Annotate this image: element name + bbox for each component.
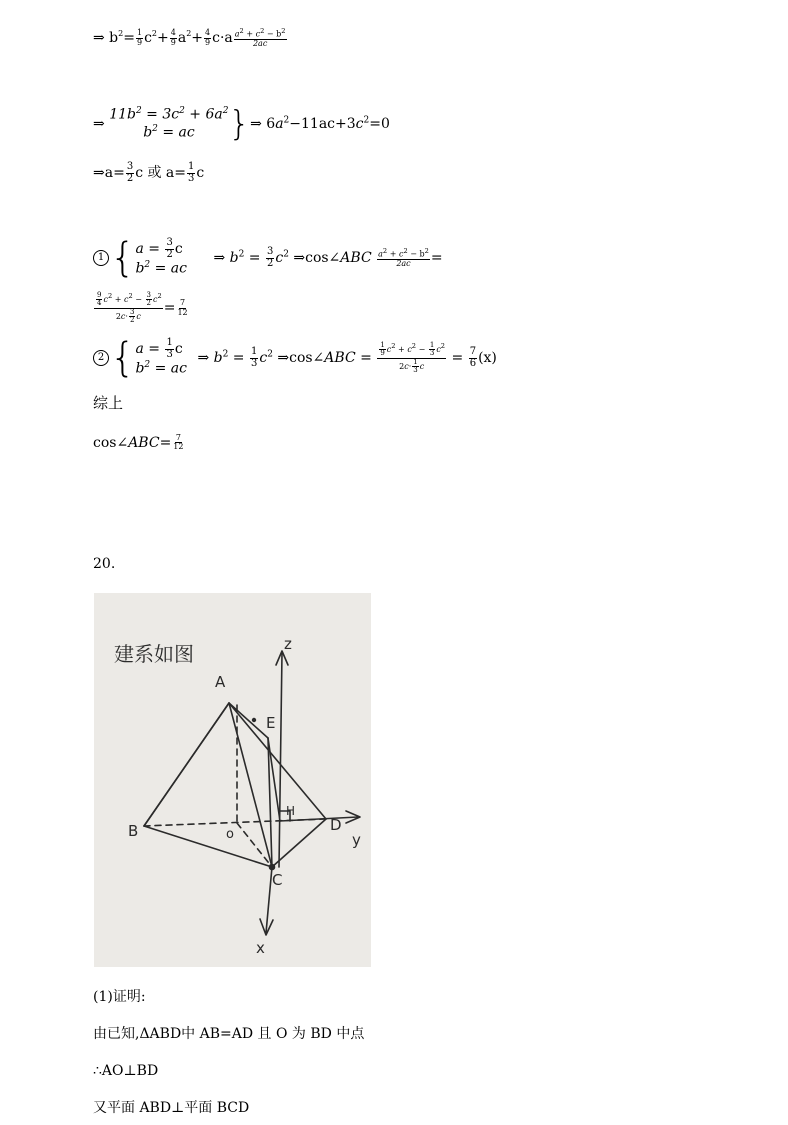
equation-line-3: ⇒a= $\frac{3}{2}$ c 或 a= $\frac{1}{3}$ c: [93, 161, 205, 184]
equation-line-2: ⇒ $11b^2 = 3c^2 + 6a^2$ $b^2$ = ac }⇒ $6a^2-11ac+3c^2=0$: [93, 104, 390, 145]
right-brace: }: [228, 104, 251, 145]
label-z: z: [284, 635, 292, 653]
handwritten-3d-figure: [94, 593, 371, 967]
label-H: H: [286, 804, 296, 818]
final-result: cos∠ABC= $\frac{7}{12}$: [93, 433, 184, 452]
label-D: D: [330, 816, 342, 834]
proof-title: (1)证明:: [93, 989, 146, 1005]
label-O: o: [226, 827, 234, 842]
equation-line-1: ⇒ $b^2=$ $\frac{1}{9}$ $c^2+$ $\frac{4}{9}$ $a^2+$ $\frac{4}{9}$ c·a $\frac{a^2 + c^2 - b^2}{2ac}$: [93, 27, 286, 49]
label-E: E: [266, 714, 276, 732]
label-C: C: [272, 871, 283, 889]
proof-line-3: 又平面 ABD⊥平面 BCD: [93, 1100, 250, 1116]
case-1-continuation: $\frac{9}{4}$ $c^2 + c^2$ − $\frac{3}{2}$ $c^2$ 2c· $\frac{3}{2}$ c = $\frac{7}{12}$: [93, 292, 190, 324]
label-A: A: [215, 673, 226, 691]
point-dot: [253, 719, 256, 722]
case-2-line: 2 { a = $\frac{1}{3}$ c $b^2$ = ac ⇒ $b^2$ = $\frac{1}{3}$ $c^2$ ⇒cos∠ABC = $\frac{1}{9}$ $c^2 + c^2$ − $\frac{1}{3}$ $c^2$ 2c· $\frac{1}{3}$ c = $\frac{7}{6}$ (x): [93, 338, 497, 378]
figure-heading: 建系如图: [114, 642, 194, 666]
point-C-dot: [270, 865, 275, 870]
label-y: y: [352, 831, 361, 849]
question-number: 20.: [93, 556, 116, 572]
circled-number-1: 1: [93, 250, 109, 266]
case-1-line: 1 { a = $\frac{3}{2}$ c $b^2$ = ac ⇒ $b^2$ = $\frac{3}{2}$ $c^2$ ⇒cos∠ABC $\frac{a^2 + c^2 - b^2}{2ac}$ =: [93, 238, 443, 278]
proof-line-2: ∴AO⊥BD: [93, 1063, 159, 1079]
proof-line-1: 由已知,ΔABD中 AB=AD 且 O 为 BD 中点: [93, 1026, 365, 1042]
circled-number-2: 2: [93, 350, 109, 366]
summary-label: 综上: [93, 394, 124, 412]
equation-system: $11b^2 = 3c^2 + 6a^2$ $b^2$ = ac: [109, 106, 229, 141]
label-B: B: [128, 822, 139, 840]
label-x: x: [256, 939, 265, 957]
